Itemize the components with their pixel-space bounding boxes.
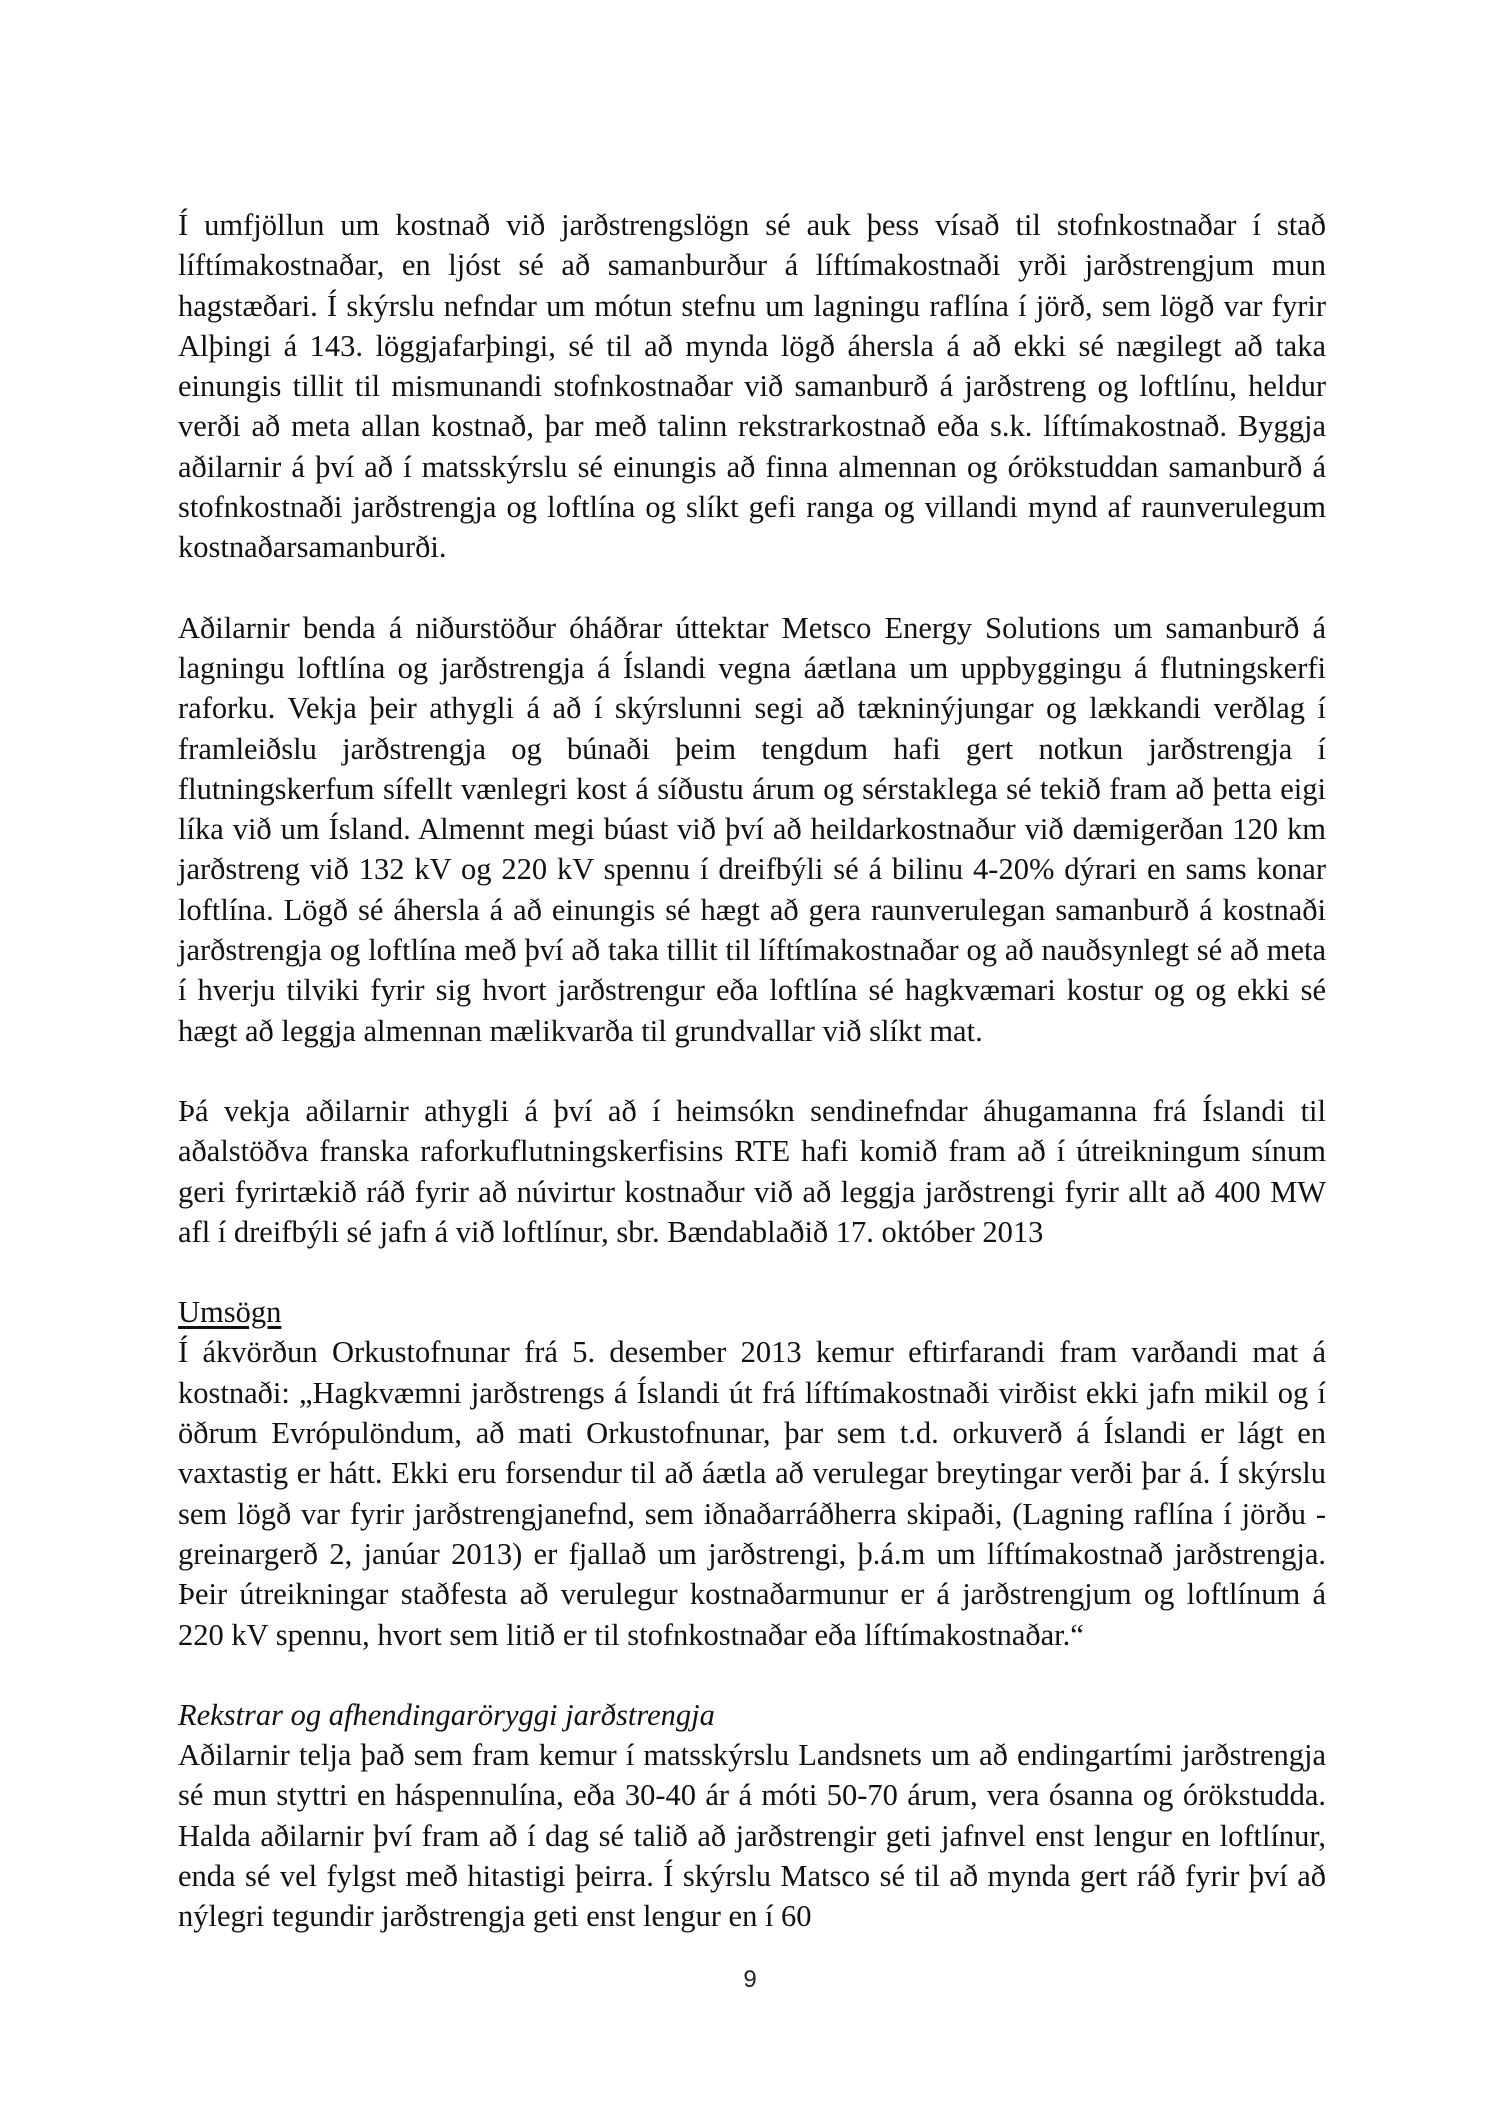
paragraph-lifetime-cost: Í umfjöllun um kostnað við jarðstrengslögn sé auk þess vísað til stofnkostnaðar í stað líftímakostnaðar, en ljóst sé að samanburður á líftímakostnaði yrði jarðstrengjum mun hagstæðari. Í skýrslu nefndar um mótun stefnu um lagningu raflína í jörð, sem lögð var fyrir Alþingi á 143. löggjafarþingi, sé til að mynda lögð áhersla á að ekki sé nægilegt að taka einungis tillit til mismunandi stofnkostnaðar við samanburð á jarðstreng og loftlínu, heldur verði að meta allan kostnað, þar með talinn rekstrarkostnað eða s.k. líftímakostnað. Byggja aðilarnir á því að í matsskýrslu sé einungis að finna almennan og órökstuddan samanburð á stofnkostnaði jarðstrengja og loftlína og slíkt gefi ranga og villandi mynd af raunverulegum kostnaðarsamanburði. — [178, 208, 1326, 565]
paragraph-orkustofnun-decision: Í ákvörðun Orkustofnunar frá 5. desember 2013 kemur eftirfarandi fram varðandi mat á kostnaði: „Hagkvæmni jarðstrengs á Íslandi út frá líftímakostnaði virðist ekki jafn mikil og í öðrum Evrópulöndum, að mati Orkustofnunar, þar sem t.d. orkuverð á Íslandi er lágt en vaxtastig er hátt. Ekki eru forsendur til að áætla að verulegar breytingar verði þar á. Í skýrslu sem lögð var fyrir jarðstrengjanefnd, sem iðnaðarráðherra skipaði, (Lagning raflína í jörðu - greinargerð 2, janúar 2013) er fjallað um jarðstrengi, þ.á.m um líftímakostnað jarðstrengja. Þeir útreikningar staðfesta að verulegur kostnaðarmunur er á jarðstrengjum og loftlínum á 220 kV spennu, hvort sem litið er til stofnkostnaðar eða líftímakostnaðar.“ — [178, 1335, 1326, 1652]
paragraph-spacer — [178, 1655, 1326, 1695]
paragraph-spacer — [178, 568, 1326, 608]
heading-operational-security: Rekstrar og afhendingaröryggi jarðstrengja — [178, 1697, 715, 1732]
paragraph-spacer — [178, 1051, 1326, 1091]
paragraph-metsco-report: Aðilarnir benda á niðurstöður óháðrar úttektar Metsco Energy Solutions um samanburð á lagningu loftlína og jarðstrengja á Íslandi vegna áætlana um uppbyggingu á flutningskerfi raforku. Vekja þeir athygli á að í skýrslunni segi að tækninýjungar og lækkandi verðlag í framleiðslu jarðstrengja og búnaði þeim tengdum hafi gert notkun jarðstrengja í flutningskerfum sífellt vænlegri kost á síðustu árum og sérstaklega sé tekið fram að þetta eigi líka við um Ísland. Almennt megi búast við því að heildarkostnaður við dæmigerðan 120 km jarðstreng við 132 kV og 220 kV spennu í dreifbýli sé á bilinu 4-20% dýrari en sams konar loftlína. Lögð sé áhersla á að einungis sé hægt að gera raunverulegan samanburð á kostnaði jarðstrengja og loftlína með því að taka tillit til líftímakostnaðar og að nauðsynlegt sé að meta í hverju tilviki fyrir sig hvort jarðstrengur eða loftlína sé hagkvæmari kostur og og ekki sé hægt að leggja almennan mælikvarða til grundvallar við slíkt mat. — [178, 610, 1326, 1048]
paragraph-rte-visit: Þá vekja aðilarnir athygli á því að í heimsókn sendinefndar áhugamanna frá Íslandi til aðalstöðva franska raforkuflutningskerfisins RTE hafi komið fram að í útreikningum sínum geri fyrirtækið ráð fyrir að núvirtur kostnaður við að leggja jarðstrengi fyrir allt að 400 MW afl í dreifbýli sé jafn á við loftlínur, sbr. Bændablaðið 17. október 2013 — [178, 1093, 1326, 1249]
paragraph-cable-lifespan: Aðilarnir telja það sem fram kemur í matsskýrslu Landsnets um að endingartími jarðstrengja sé mun styttri en háspennulína, eða 30-40 ár á móti 50-70 árum, vera ósanna og órökstudda. Halda aðilarnir því fram að í dag sé talið að jarðstrengir geti jafnvel enst lengur en loftlínur, enda sé vel fylgst með hitastigi þeirra. Í skýrslu Matsco sé til að mynda gert ráð fyrir því að nýlegri tegundir jarðstrengja geti enst lengur en í 60 — [178, 1738, 1326, 1934]
page-number: 9 — [743, 1966, 757, 1993]
paragraph-spacer — [178, 1252, 1326, 1292]
heading-umsogn: Umsögn — [178, 1295, 282, 1330]
document-body — [178, 205, 1326, 1937]
